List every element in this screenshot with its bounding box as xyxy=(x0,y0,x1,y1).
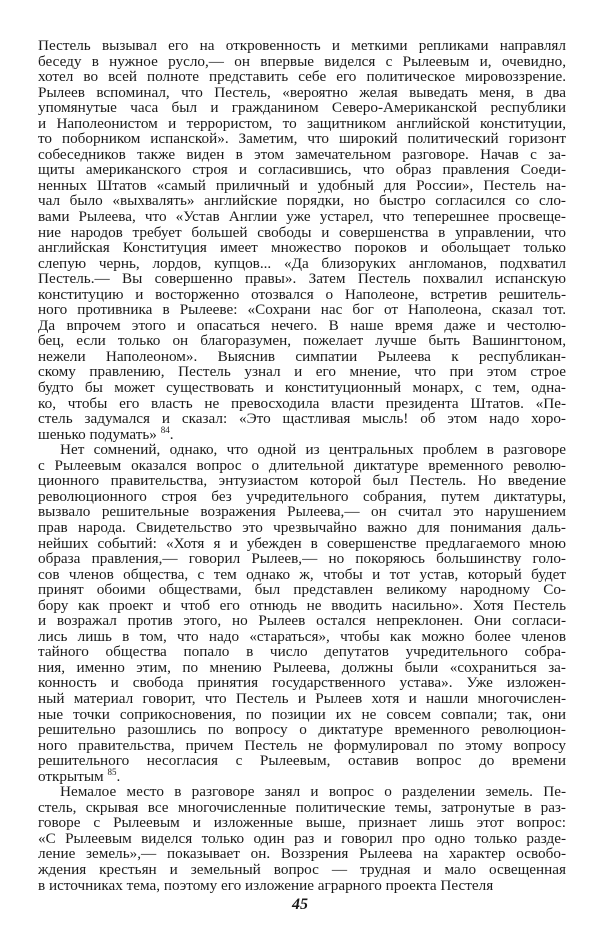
text-line: «С Рылеевым виделся только один раз и говорил про одно только разде- xyxy=(38,829,566,847)
text-line: революционного строя без учредительного собрания, путем диктатуры, xyxy=(38,487,566,505)
line-text: открытым xyxy=(38,767,104,785)
paragraph xyxy=(38,442,566,784)
text-line: ционного правительства, энтузиастом которой был Пестель. Но введение xyxy=(38,472,566,490)
text-line: решительного несогласия с Рылеевым, оставив вопрос до времени xyxy=(38,752,566,770)
page-number: 45 xyxy=(292,896,308,913)
text-line: Нет сомнений, однако, что одной из центральных проблем в разговоре xyxy=(60,441,566,459)
paragraph xyxy=(38,784,566,893)
text-line: ждения крестьян и земельный вопрос — трудная и мало освещенная xyxy=(38,860,566,878)
text-line xyxy=(38,766,566,785)
text-line: принят обоими обществами, был представлен великому народному Со- xyxy=(38,581,566,599)
text-line: с Рылеевым оказался вопрос о длительной диктатуре временного револю- xyxy=(38,456,566,474)
text-line: вами Рылеева, что «Устав Англии уже устарел, что теперешнее просвеще- xyxy=(38,208,566,226)
text-line: слепую чернь, лордов, купцов... «Да близоруких англоманов, подхватил xyxy=(38,254,566,272)
text-line: будто бы может существовать и конституционный монарх, с тем, одна- xyxy=(38,379,566,397)
line-text: шенько подумать» xyxy=(38,425,157,443)
text-line: прав народа. Свидетельство это чрезвычайно важно для понимания даль- xyxy=(38,518,566,536)
text-line: тайного общества попало в число депутатов учредительного собра- xyxy=(38,643,566,661)
text-line: ненных Штатов «самый приличный и удобный для России», Пестель на- xyxy=(38,176,566,194)
text-line: скому правлению, Пестель узнал и его мнение, что при этом строе xyxy=(38,363,566,381)
text-line: Немалое место в разговоре занял и вопрос о разделении земель. Пе- xyxy=(60,783,566,801)
text-line: и возражал против этого, но Рылеев остался непреклонен. Они согласи- xyxy=(38,612,566,630)
text-line: беседу в нужное русло,— он впервые виделся с Рылеевым и, очевидно, xyxy=(38,52,566,70)
line-punctuation: . xyxy=(169,425,174,443)
text-line: решительно разошлись по вопросу о диктатуре временного революцион- xyxy=(38,721,566,739)
text-line: вызвало решительные возражения Рылеева,— он считал это нарушением xyxy=(38,503,566,521)
text-line: в источниках тема, поэтому его изложение аграрного проекта Пестеля xyxy=(38,876,494,894)
text-line: конность и свобода принятия государственного устава». Уже изложен- xyxy=(38,674,566,692)
text-line: ния, именно этим, по мнению Рылеева, должны были «сохраниться за- xyxy=(38,658,566,676)
page-body xyxy=(38,38,566,893)
text-line: хотел во всей полноте представить себе его политическое мировоззрение. xyxy=(38,68,566,86)
text-line: ко, чтобы его власть не превосходила власти президента Штатов. «Пе- xyxy=(38,394,566,412)
text-line: стель задумался и сказал: «Это щастливая мысль! об этом надо хоро- xyxy=(38,410,566,428)
text-line: собеседников также виден в этом замечательном разговоре. Начав с за- xyxy=(38,145,566,163)
text-line: Рылеев вспоминал, что Пестель, «вероятно желая выведать меня, в два xyxy=(38,83,566,101)
line-punctuation: . xyxy=(116,767,121,785)
text-line: ные точки соприкосновения, по позиции их не совсем совпали; так, они xyxy=(38,705,566,723)
text-line: конституцию и восторженно отозвался о Наполеоне, встретив решитель- xyxy=(38,285,566,303)
text-line: Пестель вызывал его на откровенность и меткими репликами направлял xyxy=(38,37,566,54)
text-line: щиты американского строя и согласившись, что образ правления Соеди- xyxy=(38,161,566,179)
text-line: образа правления,— говорил Рылеев,— но покоряюсь большинству голо- xyxy=(38,550,566,568)
text-line xyxy=(38,424,566,443)
text-line: нейших событий: «Хотя я и убежден в совершенстве предлагаемого мною xyxy=(38,534,566,552)
text-line: и Наполеонистом и террористом, то защитником английской конституции, xyxy=(38,114,566,132)
text-line: стель, скрывая все многочисленные политические темы, затронутые в раз- xyxy=(38,798,566,816)
text-line: говоре с Рылеевым и изложенные выше, признает лишь этот вопрос: xyxy=(38,814,566,832)
text-line: упомянутые часа был и гражданином Северо-Американской республики xyxy=(38,99,566,117)
text-line: ного противника в Рылееве: «Сохрани нас бог от Наполеона, сказал тот. xyxy=(38,301,566,319)
paragraph xyxy=(38,38,566,442)
text-line: нежели Наполеоном». Выяснив симпатии Рылеева к республикан- xyxy=(38,347,566,365)
text-line: чал было «выхвалять» английские порядки, но быстро согласился со сло- xyxy=(38,192,566,210)
text-line: бору как проект и чтоб его отнюдь не вводить насильно». Хотя Пестель xyxy=(38,596,566,614)
footnote-ref: 84 xyxy=(160,424,170,435)
text-line: ный материал говорит, что Пестель и Рылеев хотя и нашли многочислен- xyxy=(38,689,566,707)
text-line: лись лишь в том, что надо «стараться», чтобы как можно более членов xyxy=(38,627,566,645)
footnote-ref: 85 xyxy=(107,766,117,777)
text-line: ние народов требует большей свободы и совершенства в управлении, что xyxy=(38,223,566,241)
text-line: ного правительства, причем Пестель не формулировал по этому вопросу xyxy=(38,736,566,754)
text-line: Пестель.— Вы совершенно правы». Затем Пестель похвалил испанскую xyxy=(38,270,566,288)
text-line: английская Конституция имеет множество пороков и обольщает только xyxy=(38,239,566,257)
text-line: ление земель»,— показывает он. Воззрения Рылеева на характер освобо- xyxy=(38,845,566,863)
text-line: сов членов общества, с тем однако ж, чтобы и тот устав, который будет xyxy=(38,565,566,583)
text-line: бец, если только он благоразумен, пожелает лучше быть Вашингтоном, xyxy=(38,332,566,350)
text-line: то поборником испанской». Заметим, что широкий политический горизонт xyxy=(38,130,566,148)
text-line: Да впрочем этого и опасаться нечего. В наше время даже и честолю- xyxy=(38,316,566,334)
